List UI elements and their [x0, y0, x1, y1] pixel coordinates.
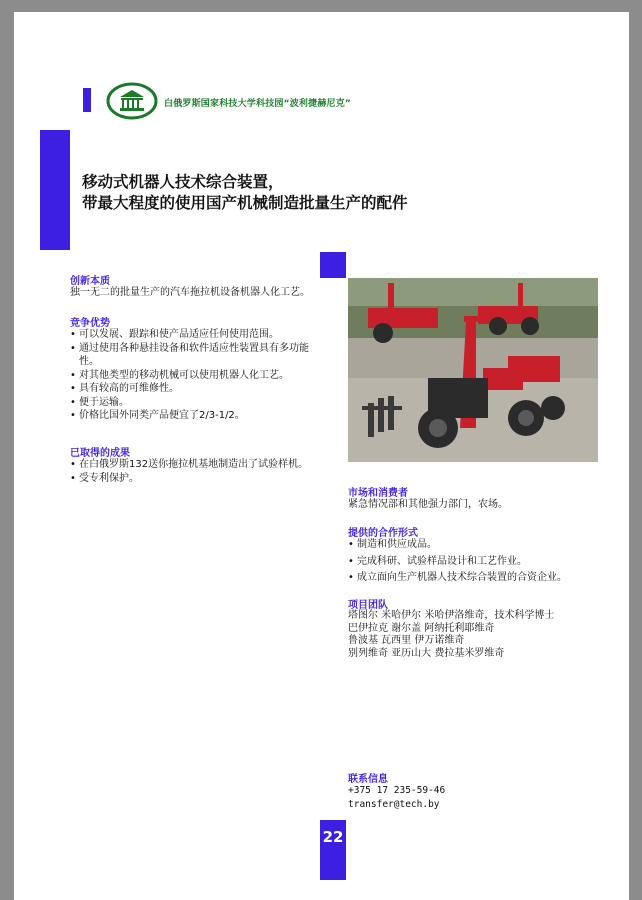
list-item: • 完成科研、试验样品设计和工艺作业。	[348, 555, 613, 569]
team-member: 鲁波基 瓦西里 伊万诺维奇	[348, 635, 465, 646]
list-item: • 价格比国外同类产品便宜了2/3-1/2。	[70, 409, 320, 423]
list-item: • 具有较高的可维修性。	[70, 382, 320, 396]
contact-phone: +375 17 235-59-46	[348, 785, 446, 796]
cooperation-heading: 提供的合作形式	[348, 528, 418, 539]
header-accent-bar	[83, 88, 91, 112]
results-heading: 已取得的成果	[70, 448, 130, 459]
list-item: • 对其他类型的移动机械可以使用机器人化工艺。	[70, 369, 320, 383]
page-number: 22	[322, 828, 344, 846]
advantages-heading: 竞争优势	[70, 318, 110, 329]
list-item: • 受专利保护。	[70, 472, 340, 486]
decorative-square	[320, 252, 346, 278]
contact-heading: 联系信息	[348, 774, 388, 785]
page-number-box	[320, 820, 346, 880]
title-accent-bar	[40, 130, 70, 250]
organization-name: 白俄罗斯国家科技大学科技园“波利捷赫尼克”	[164, 99, 352, 109]
list-item: • 制造和供应成品。	[348, 538, 613, 552]
list-item: • 便于运输。	[70, 396, 320, 410]
team-member: 巴伊拉克 谢尔盖 阿纳托利耶维奇	[348, 622, 495, 634]
title-line-1: 移动式机器人技术综合装置，	[82, 173, 284, 191]
market-heading: 市场和消费者	[348, 488, 408, 499]
list-item: • 成立面向生产机器人技术综合装置的合资企业。	[348, 571, 613, 585]
team-heading: 项目团队	[348, 600, 388, 611]
team-member: 别列维奇 亚历山大 费拉基米罗维奇	[348, 647, 505, 659]
list-item: • 在白俄罗斯132送你拖拉机基地制造出了试验样机。	[70, 458, 340, 472]
advantages-list	[70, 328, 320, 423]
cooperation-list	[348, 538, 613, 585]
document-page	[14, 12, 629, 900]
document-title	[82, 172, 408, 214]
results-list	[70, 458, 340, 485]
robotic-tractor-photo	[348, 278, 598, 462]
list-item: • 可以发展、跟踪和使产品适应任何使用范围。	[70, 328, 320, 342]
team-list	[348, 610, 618, 660]
title-line-2: 带最大程度的使用国产机械制造批量生产的配件	[82, 194, 408, 212]
innovation-text: 独一无二的批量生产的汽车拖拉机设备机器人化工艺。	[70, 287, 310, 298]
market-text: 紧急情况部和其他强力部门，农场。	[348, 499, 508, 510]
university-building-logo	[106, 82, 158, 120]
team-member: 塔图尔 米哈伊尔 米哈伊洛维奇，技术科学博士	[348, 610, 555, 621]
contact-email[interactable]: transfer@tech.by	[348, 799, 440, 810]
innovation-heading: 创新本质	[70, 276, 110, 287]
list-item: • 通过使用各种悬挂设备和软件适应性装置具有多功能性。	[70, 342, 320, 369]
